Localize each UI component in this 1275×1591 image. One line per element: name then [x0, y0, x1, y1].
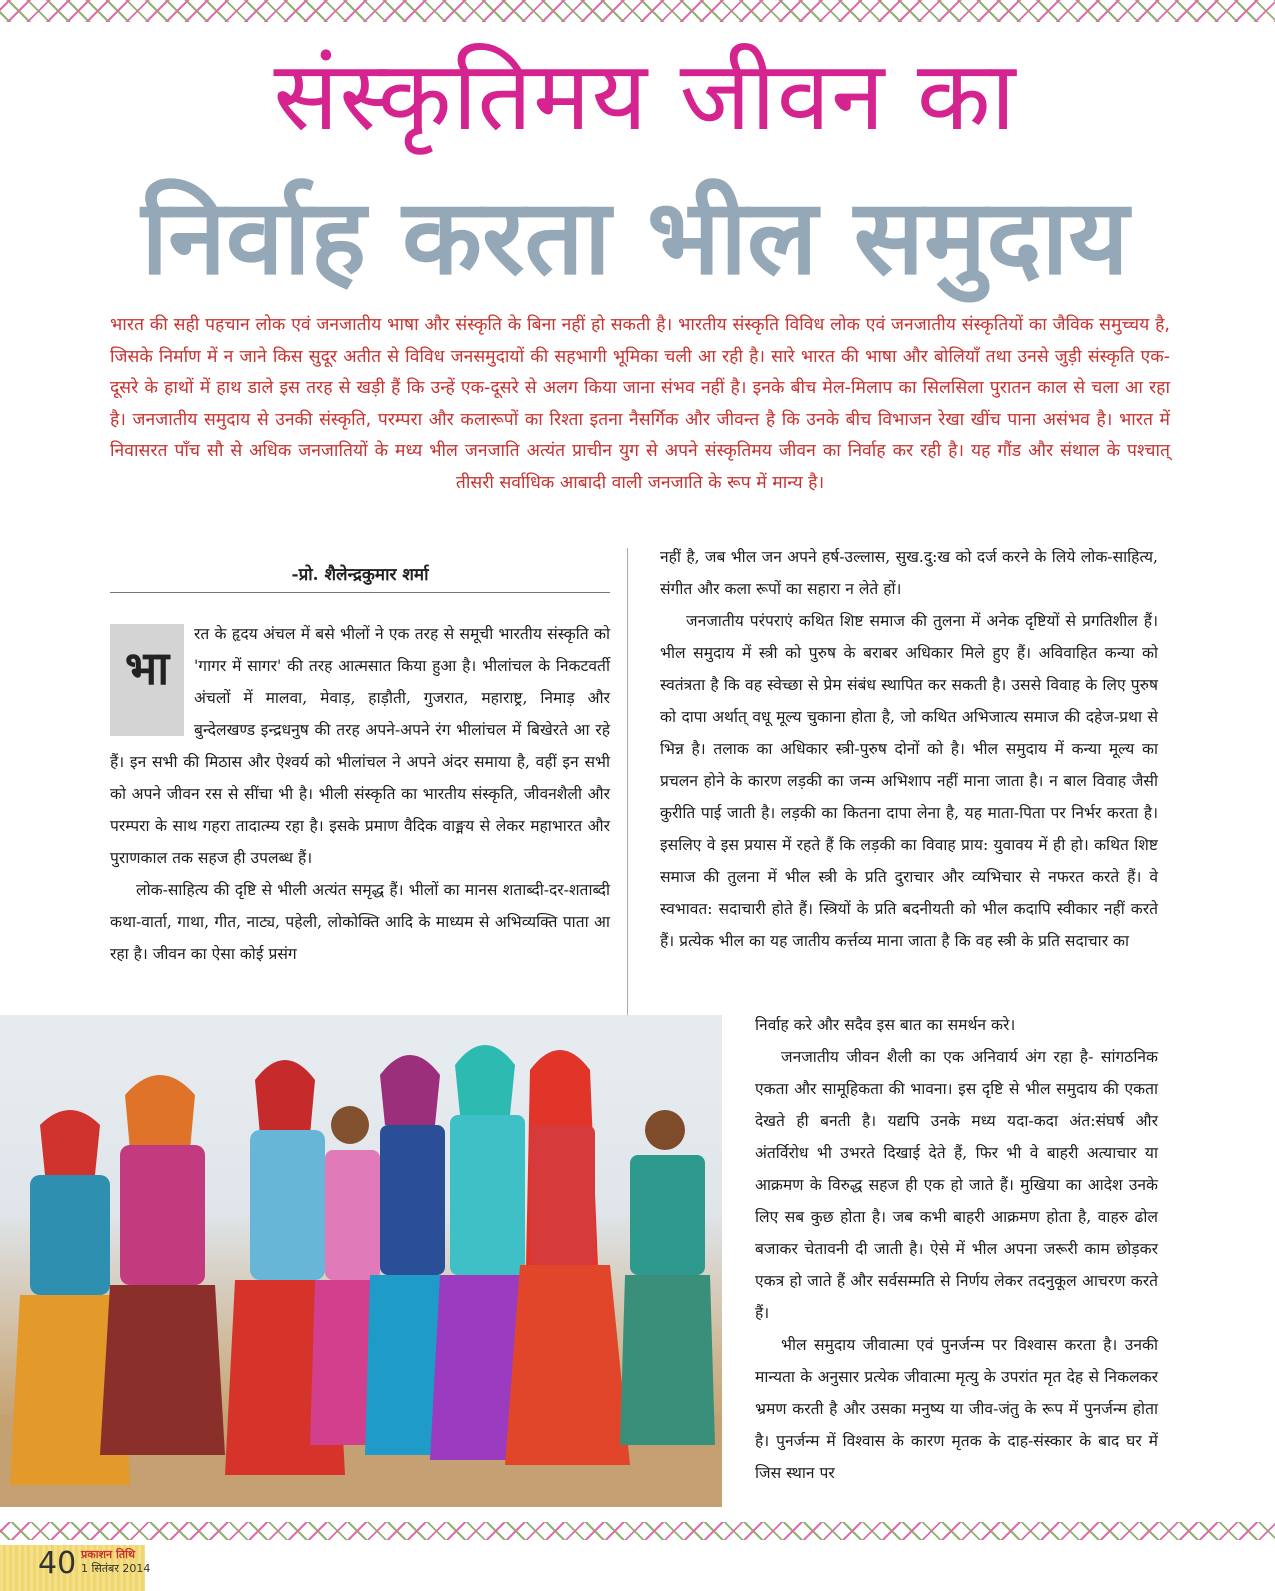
column-1	[110, 618, 610, 970]
col1-paragraph-1: रत के हृदय अंचल में बसे भीलों ने एक तरह से समूची भारतीय संस्कृति को 'गागर में सागर' की तरह आत्मसात किया हुआ है। भीलांचल के निकटवर्ती अंचलों में मालवा, मेवाड़, हाड़ौती, गुजरात, महाराष्ट्र, निमाड़ और बुन्देलखण्ड इन्द्रधनुष की तरह अपने-अपने रंग भीलांचल में बिखेरते आ रहे हैं। इन सभी की मिठास और ऐश्वर्य को भीलांचल ने अपने अंदर समाया है, वहीं इन सभी को अपने जीवन रस से सींचा भी है। भीली संस्कृति का भारतीय संस्कृति, जीवनशैली और परम्परा के साथ गहरा तादात्म्य रहा है। इसके प्रमाण वैदिक वाङ्मय से लेकर महाभारत और पुराणकाल तक सहज ही उपलब्ध हैं।	[110, 625, 610, 867]
col1-paragraph-2: लोक-साहित्य की दृष्टि से भीली अत्यंत समृद्ध हैं। भीलों का मानस शताब्दी-दर-शताब्दी कथा-वार्ता, गाथा, गीत, नाट्य, पहेली, लोकोक्ति आदि के माध्यम से अभिव्यक्ति पाता आ रहा है। जीवन का ऐसा कोई प्रसंग	[110, 881, 610, 963]
publication-date: 1 सितंबर 2014	[81, 1562, 151, 1575]
magazine-name: प्रकाशन तिथि	[81, 1548, 135, 1561]
col3-paragraph-3: भील समुदाय जीवात्मा एवं पुनर्जन्म पर विश्वास करता है। उनकी मान्यता के अनुसार प्रत्येक जीवात्मा मृत्यु के उपरांत मृत देह से निकलकर भ्रमण करती है और उसका मनुष्य या जीव-जंतु के रूप में पुनर्जन्म होता है। पुनर्जन्म में विश्वास के कारण मृतक के दाह-संस्कार के बाद घर में जिस स्थान पर	[755, 1336, 1158, 1482]
author-byline: -प्रो. शैलेन्द्रकुमार शर्मा	[291, 565, 429, 585]
author-divider	[110, 592, 610, 593]
column-2	[660, 541, 1158, 957]
decorative-top-border	[0, 0, 1275, 22]
decorative-bottom-border	[0, 1522, 1275, 1540]
dropcap: भा	[110, 624, 184, 736]
intro-paragraph: भारत की सही पहचान लोक एवं जनजातीय भाषा और संस्कृति के बिना नहीं हो सकती है। भारतीय संस्कृति विविध लोक एवं जनजातीय संस्कृतियों का जैविक समुच्चय है, जिसके निर्माण में न जाने किस सुदूर अतीत से विविध जनसमुदायों की सहभागी भूमिका चली आ रही है। सारे भारत की भाषा और बोलियाँ तथा उनसे जुड़ी संस्कृति एक-दूसरे के हाथों में हाथ डाले इस तरह से खड़ी हैं कि उन्हें एक-दूसरे से अलग किया जाना संभव नहीं है। इनके बीच मेल-मिलाप का सिलसिला पुरातन काल से चला आ रहा है। जनजातीय समुदाय से उनकी संस्कृति, परम्परा और कलारूपों का रिश्ता इतना नैसर्गिक और जीवन्त है कि उनके बीच विभाजन रेखा खींच पाना असंभव है। भारत में निवासरत पाँच सौ से अधिक जनजातियों के मध्य भील जनजाति अत्यंत प्राचीन युग से अपने संस्कृतिमय जीवन का निर्वाह कर रही है। यह गौंड और संथाल के पश्चात् तीसरी सर्वाधिक आबादी वाली जनजाति के रूप में मान्य है।	[110, 315, 1170, 493]
photo-illustration	[0, 1015, 722, 1507]
column-divider	[627, 548, 628, 1018]
column-3	[755, 1009, 1158, 1489]
col3-paragraph-2: जनजातीय जीवन शैली का एक अनिवार्य अंग रहा है- सांगठनिक एकता और सामूहिकता की भावना। इस दृष्टि से भील समुदाय की एकता देखते ही बनती है। यद्यपि उनके मध्य यदा-कदा अंत:संघर्ष और अंतर्विरोध भी उभरते दिखाई देते हैं, फिर भी वे बाहरी अत्याचार या आक्रमण के विरुद्ध सहज ही एक हो जाते हैं। मुखिया का आदेश उनके लिए सब कुछ होता है। जब कभी बाहरी आक्रमण होता है, वाहरु ढोल बजाकर चेतावनी दी जाती है। ऐसे में भील अपना जरूरी काम छोड़कर एकत्र हो जाते हैं और सर्वसम्मति से निर्णय लेकर तदनुकूल आचरण करते हैं।	[755, 1048, 1158, 1322]
col2-paragraph-2: जनजातीय परंपराएं कथित शिष्ट समाज की तुलना में अनेक दृष्टियों से प्रगतिशील हैं। भील समुदाय में स्त्री को पुरुष के बराबर अधिकार मिले हुए हैं। अविवाहित कन्या को स्वतंत्रता है कि वह स्वेच्छा से प्रेम संबंध स्थापित कर सकती है। उससे विवाह के लिए पुरुष को दापा अर्थात् वधू मूल्य चुकाना होता है, जो कथित अभिजात्य समाज की दहेज-प्रथा से भिन्न है। तलाक का अधिकार स्त्री-पुरुष दोनों को है। भील समुदाय में कन्या मूल्य का प्रचलन होने के कारण लड़की का जन्म अभिशाप नहीं माना जाता है। न बाल विवाह जैसी कुरीति पाई जाती है। लड़की का कितना दापा लेना है, यह माता-पिता पर निर्भर करता है। इसलिए वे इस प्रयास में रहते हैं कि लड़की का विवाह प्राय: युवावय में ही हो। कथित शिष्ट समाज की तुलना में भील स्त्री के प्रति दुराचार और व्यभिचार से नफरत करते हैं। वे स्वभावत: सदाचारी होते हैं। स्त्रियों के प्रति बदनीयती को भील कदापि स्वीकार नहीं करते हैं। प्रत्येक भील का यह जातीय कर्त्तव्य माना जाता है कि वह स्त्री के प्रति सदाचार का	[660, 612, 1158, 950]
title-line-2: निर्वाह करता भील समुदाय	[141, 176, 1129, 298]
col2-paragraph-1: नहीं है, जब भील जन अपने हर्ष-उल्लास, सुख.दु:ख को दर्ज करने के लिये लोक-साहित्य, संगीत और कला रूपों का सहारा न लेते हों।	[660, 548, 1158, 598]
page-number: 40	[38, 1546, 77, 1581]
photo-bhil-women-group	[0, 1015, 722, 1507]
col3-paragraph-1: निर्वाह करे और सदैव इस बात का समर्थन करे।	[755, 1016, 1016, 1034]
title-line-1: संस्कृतिमय जीवन का	[273, 40, 1017, 152]
